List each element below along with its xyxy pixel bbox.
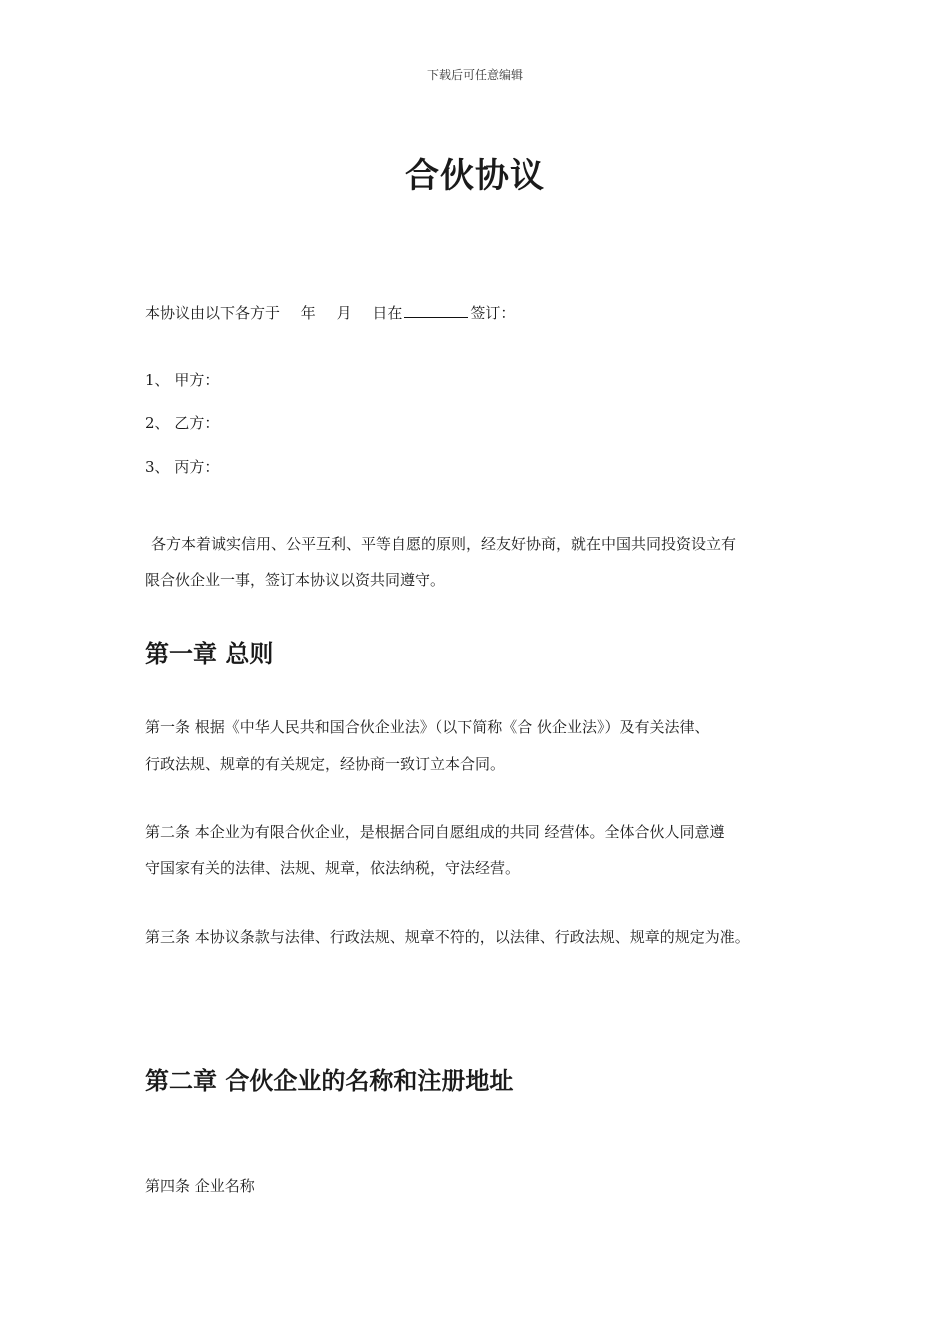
- party-num: 1、: [145, 371, 170, 389]
- intro-prefix: 本协议由以下各方于: [145, 304, 281, 322]
- party-label: 丙方：: [174, 458, 220, 476]
- intro-year: 年: [300, 304, 316, 322]
- header-note: 下载后可任意编辑: [426, 68, 523, 82]
- place-blank: [404, 303, 468, 318]
- article-4: 第四条 企业名称: [145, 1177, 255, 1195]
- party-label: 甲方：: [174, 371, 220, 389]
- article-2-line-2: 守国家有关的法律、法规、规章，依法纳税，守法经营。: [145, 859, 521, 877]
- preamble-line-2: 限合伙企业一事，签订本协议以资共同遵守。: [145, 571, 446, 589]
- intro-day-at: 日在: [372, 304, 403, 322]
- article-1-line-2: 行政法规、规章的有关规定，经协商一致订立本合同。: [145, 755, 506, 773]
- party-item: [145, 370, 219, 390]
- party-item: [145, 413, 219, 433]
- document-title: 合伙协议: [405, 156, 545, 196]
- intro-line: [145, 303, 515, 323]
- chapter-2-title: 第二章 合伙企业的名称和注册地址: [145, 1067, 514, 1095]
- party-num: 3、: [145, 458, 170, 476]
- article-1-line-1: 第一条 根据《中华人民共和国合伙企业法》（以下简称《合 伙企业法》）及有关法律、: [145, 718, 710, 736]
- party-num: 2、: [145, 414, 170, 432]
- party-item: [145, 457, 219, 477]
- chapter-1-title: 第一章 总则: [145, 640, 274, 668]
- article-3-line-1: 第三条 本协议条款与法律、行政法规、规章不符的，以法律、行政法规、规章的规定为准。: [145, 928, 750, 946]
- intro-suffix: 签订：: [470, 304, 516, 322]
- article-2-line-1: 第二条 本企业为有限合伙企业，是根据合同自愿组成的共同 经营体。全体合伙人同意遵: [145, 823, 725, 841]
- preamble-line-1: 各方本着诚实信用、公平互利、平等自愿的原则，经友好协商，就在中国共同投资设立有: [151, 535, 737, 553]
- party-label: 乙方：: [174, 414, 220, 432]
- intro-month: 月: [336, 304, 352, 322]
